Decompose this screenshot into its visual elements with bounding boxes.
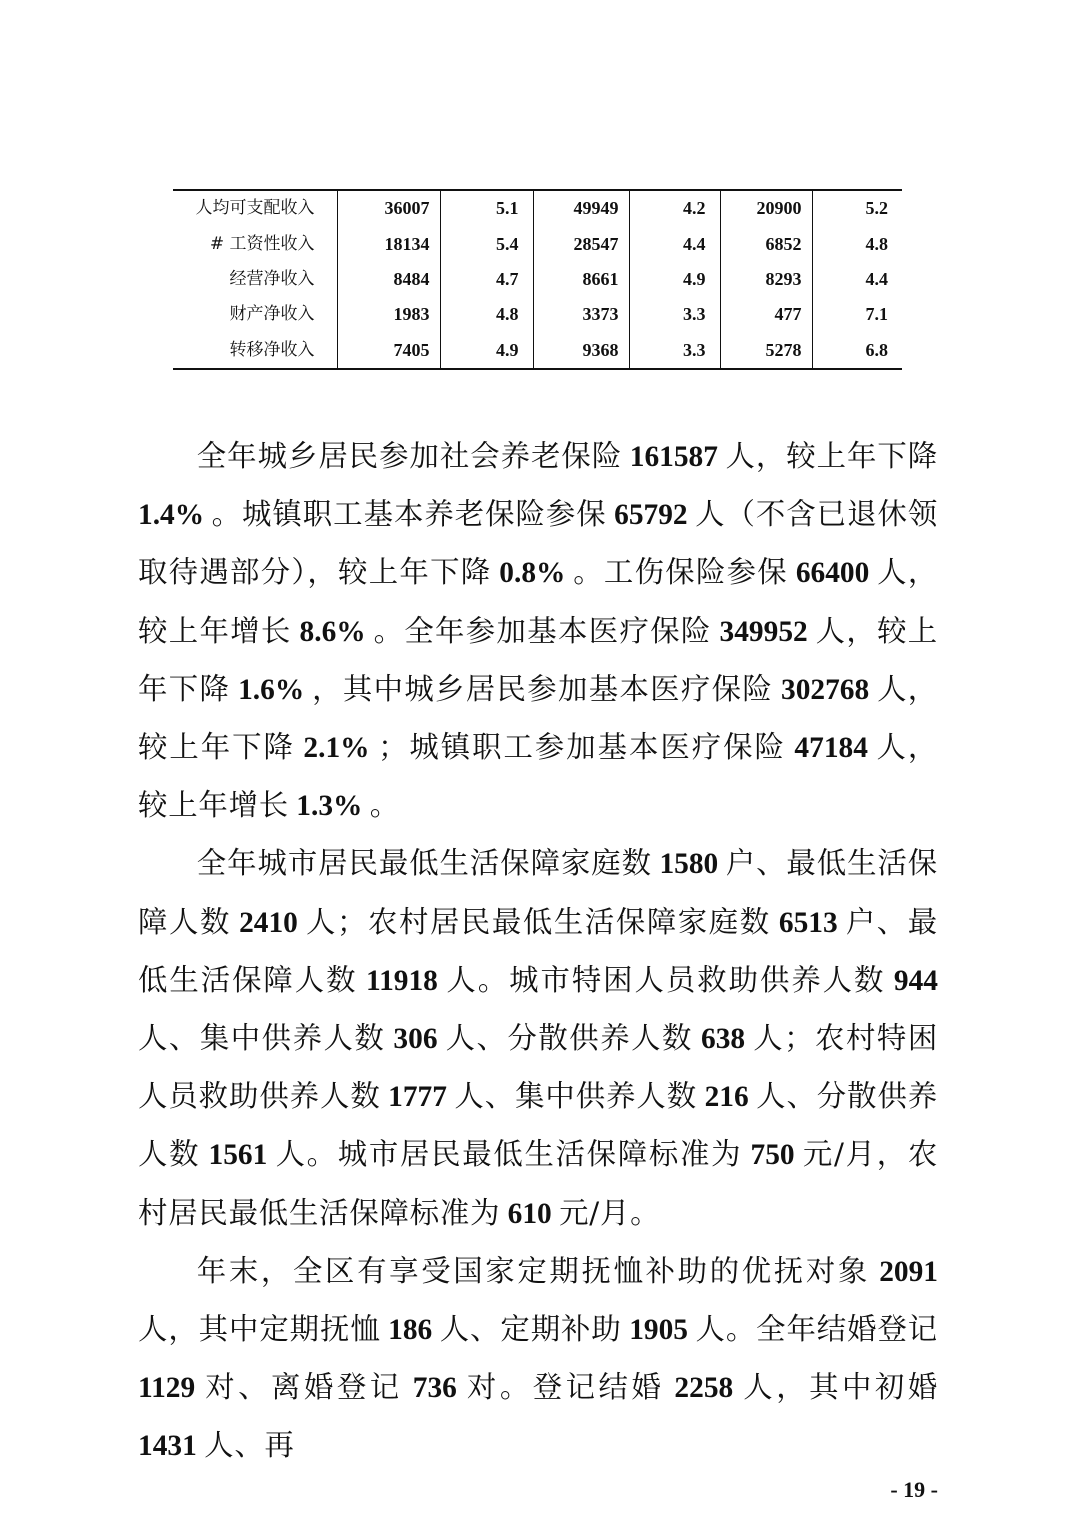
text-run: 年末，全区有享受国家定期抚恤补助的优抚对象 <box>196 1253 870 1288</box>
paragraph-veterans-and-marriage <box>138 1243 938 1476</box>
row-label: 人均可支配收入 <box>173 190 337 226</box>
text-run: 元/月。 <box>559 1195 661 1230</box>
table-cell: 3373 <box>533 297 629 332</box>
table-cell: 49949 <box>533 190 629 226</box>
figure: 6513 <box>770 906 846 939</box>
text-run: 人、集中供养人数 <box>138 1021 386 1056</box>
text-run: 。全年参加基本医疗保险 <box>373 613 712 648</box>
figure: 302768 <box>773 673 878 706</box>
figure: 306 <box>385 1023 446 1056</box>
text-run: 人；农村特困人员救助供养人数 <box>138 1021 939 1114</box>
figure: 1905 <box>621 1314 696 1347</box>
figure: 1777 <box>380 1081 455 1114</box>
figure: 8.6% <box>291 615 374 648</box>
table-cell: 36007 <box>337 190 440 226</box>
table-cell: 5.4 <box>440 226 533 261</box>
table-cell: 3.3 <box>629 297 720 332</box>
table-row <box>173 297 902 332</box>
row-label: # 工资性收入 <box>209 233 315 254</box>
figure: 2410 <box>230 906 307 939</box>
text-run: 人；农村居民最低生活保障家庭数 <box>306 904 771 939</box>
figure: 1431 <box>138 1430 205 1463</box>
text-run: 户、最低生活保障人数 <box>138 904 938 997</box>
table-cell: 4.7 <box>440 262 533 297</box>
table-cell: 4.2 <box>629 190 720 226</box>
figure: 186 <box>380 1314 440 1347</box>
text-run: 。城镇职工基本养老保险参保 <box>211 497 607 532</box>
text-run: 人，其中定期抚恤 <box>138 1312 381 1347</box>
table-cell: 4.9 <box>440 333 533 369</box>
figure: 216 <box>697 1081 757 1114</box>
text-run: 人，较上年增长 <box>138 555 939 648</box>
text-run: 元/月，农村居民最低生活保障标准为 <box>138 1137 939 1230</box>
table-cell: 6852 <box>720 226 812 261</box>
figure: 638 <box>692 1023 754 1056</box>
row-label: 转移净收入 <box>229 339 315 360</box>
text-run: 人，较上年下降 <box>138 613 938 706</box>
table-cell: 4.4 <box>629 226 720 261</box>
table-row <box>173 190 902 226</box>
text-run: 人，较上年下降 <box>725 439 938 473</box>
figure: 1561 <box>200 1139 276 1172</box>
text-run: 人、定期补助 <box>439 1312 622 1347</box>
figure: 2091 <box>869 1255 938 1288</box>
table-cell: 5.2 <box>812 190 902 226</box>
figure: 1.6% <box>230 673 313 706</box>
figure: 1580 <box>651 848 726 881</box>
text-run: 人，较上年下降 <box>138 671 939 765</box>
text-run: 对、离婚登记 <box>205 1370 403 1405</box>
paragraph-social-insurance <box>138 428 938 835</box>
text-run: 对。登记结婚 <box>466 1370 665 1405</box>
page-number: - 19 - <box>890 1477 938 1502</box>
table-cell: 5.1 <box>440 190 533 226</box>
row-label: 经营净收入 <box>229 268 315 289</box>
table-cell: 28547 <box>533 226 629 261</box>
table-cell: 477 <box>720 297 812 332</box>
figure: 161587 <box>622 441 726 473</box>
text-run: ；城镇职工参加基本医疗保险 <box>378 730 786 765</box>
text-run: 户、最低生活保障人数 <box>138 846 939 939</box>
table-cell: 9368 <box>533 333 629 369</box>
figure: 349952 <box>711 615 816 648</box>
figure: 736 <box>402 1372 467 1405</box>
table-cell: 1983 <box>337 297 440 332</box>
text-run: 人、分散供养人数 <box>138 1079 938 1172</box>
table-cell: 20900 <box>720 190 812 226</box>
figure: 2.1% <box>294 732 379 765</box>
text-run: 。 <box>369 788 400 823</box>
figure: 65792 <box>606 499 696 532</box>
text-run: 人，其中初婚 <box>743 1370 939 1405</box>
figure: 66400 <box>787 557 878 590</box>
income-table <box>173 189 902 370</box>
row-label: 财产净收入 <box>229 304 315 325</box>
body-text <box>138 428 938 1476</box>
figure: 944 <box>885 964 938 997</box>
table-cell: 8293 <box>720 262 812 297</box>
text-run: 人，较上年增长 <box>138 730 939 823</box>
text-run: ，其中城乡居民参加基本医疗保险 <box>312 671 774 706</box>
figure: 1.3% <box>288 790 370 823</box>
text-run: 人。城市居民最低生活保障标准为 <box>275 1137 743 1172</box>
table-cell: 8484 <box>337 262 440 297</box>
table-row <box>173 333 902 369</box>
figure: 1129 <box>138 1372 206 1405</box>
text-run: 人、分散供养人数 <box>445 1021 693 1056</box>
figure: 1.4% <box>138 499 212 532</box>
figure: 750 <box>742 1139 803 1172</box>
text-run: 人（不含已退休领取待遇部分），较上年下降 <box>138 497 939 590</box>
figure: 0.8% <box>491 557 574 590</box>
text-run: 人、再 <box>204 1428 295 1463</box>
table-cell: 18134 <box>337 226 440 261</box>
table-cell: 4.9 <box>629 262 720 297</box>
figure: 2258 <box>664 1372 744 1405</box>
table-cell: 7.1 <box>812 297 902 332</box>
text-run: 人。城市特困人员救助供养人数 <box>446 962 886 997</box>
figure: 47184 <box>785 732 877 765</box>
table-row <box>173 226 902 261</box>
text-run: 人。全年结婚登记 <box>695 1312 938 1347</box>
table-row <box>173 262 902 297</box>
table-cell: 4.8 <box>812 226 902 261</box>
table-cell: 8661 <box>533 262 629 297</box>
figure: 610 <box>500 1197 560 1230</box>
table-cell: 7405 <box>337 333 440 369</box>
text-run: 全年城乡居民参加社会养老保险 <box>196 439 623 473</box>
text-run: 全年城市居民最低生活保障家庭数 <box>196 846 652 881</box>
table-cell: 4.4 <box>812 262 902 297</box>
paragraph-subsistence-allowance <box>138 835 938 1242</box>
table-cell: 6.8 <box>812 333 902 369</box>
table-cell: 3.3 <box>629 333 720 369</box>
text-run: 。工伤保险参保 <box>573 555 788 590</box>
text-run: 人、集中供养人数 <box>454 1079 698 1114</box>
table-cell: 4.8 <box>440 297 533 332</box>
table-cell: 5278 <box>720 333 812 369</box>
figure: 11918 <box>357 964 447 997</box>
